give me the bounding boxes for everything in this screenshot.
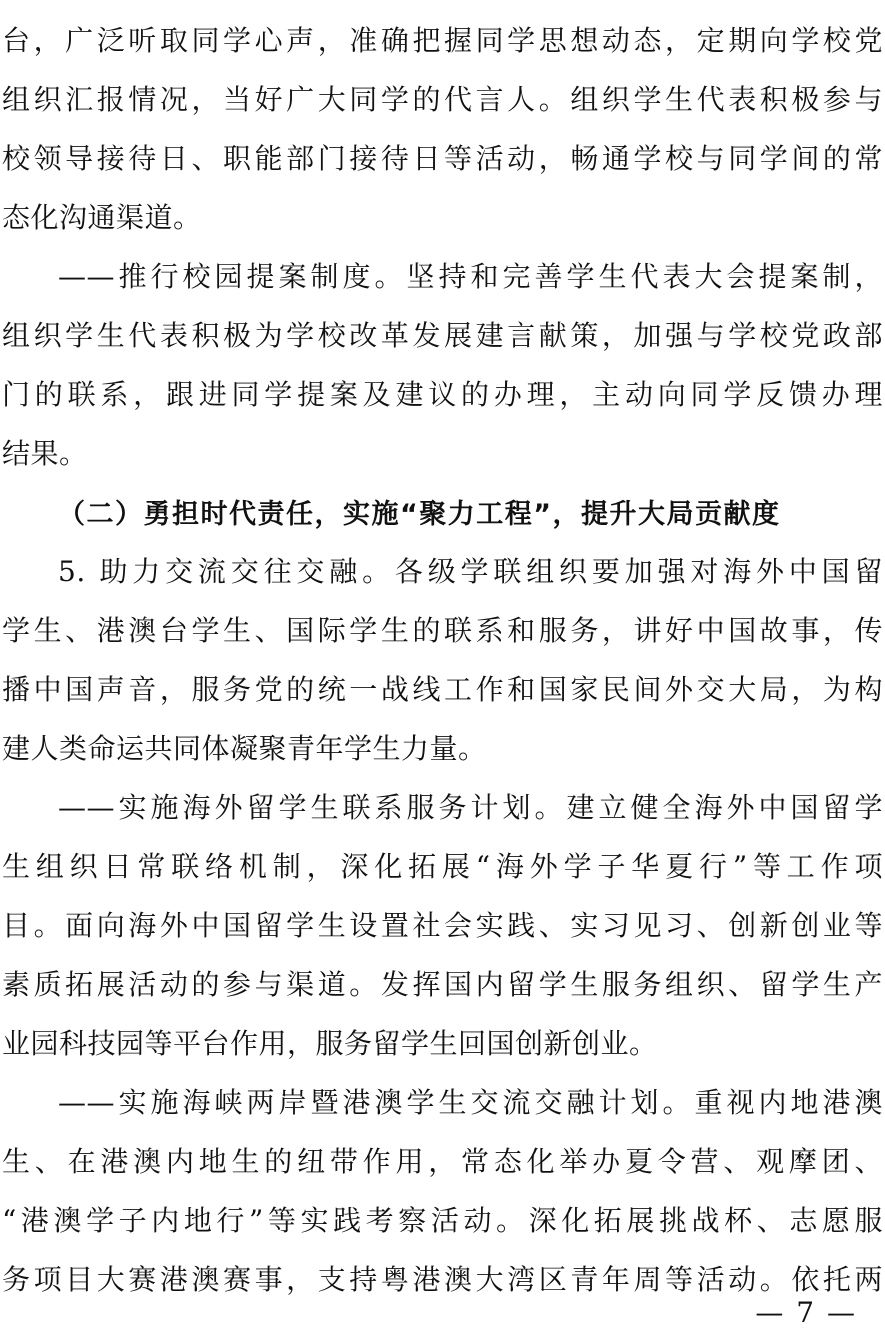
text-line-content: ——实施海峡两岸暨港澳学生交流交融计划。重视内地港澳 xyxy=(58,1086,883,1119)
text-line-content: 生、在港澳内地生的纽带作用，常态化举办夏令营、观摩团、 xyxy=(2,1145,883,1178)
text-line-content: 校领导接待日、职能部门接待日等活动，畅通学校与同学间的常 xyxy=(2,142,883,175)
text-line xyxy=(2,118,883,177)
text-line xyxy=(2,944,883,1003)
text-line-content: 组织学生代表积极为学校改革发展建言献策，加强与学校党政部 xyxy=(2,319,883,352)
text-line-content: 建人类命运共同体凝聚青年学生力量。 xyxy=(2,732,487,765)
page-number: — 7 — xyxy=(755,1296,857,1329)
text-line-content: 门的联系，跟进同学提案及建议的办理，主动向同学反馈办理 xyxy=(2,378,883,411)
text-line xyxy=(2,1180,883,1239)
text-line xyxy=(2,767,883,826)
text-line xyxy=(2,177,883,236)
text-line-content: 台，广泛听取同学心声，准确把握同学思想动态，定期向学校党 xyxy=(2,24,883,57)
text-line-content: 5. 助力交流交往交融。各级学联组织要加强对海外中国留 xyxy=(58,555,883,588)
text-line xyxy=(2,531,883,590)
text-line-content: 业园科技园等平台作用，服务留学生回国创新创业。 xyxy=(2,1027,658,1060)
document-body xyxy=(2,0,883,1298)
text-line-content: 组织汇报情况，当好广大同学的代言人。组织学生代表积极参与 xyxy=(2,83,883,116)
text-line-content: 素质拓展活动的参与渠道。发挥国内留学生服务组织、留学生产 xyxy=(2,968,883,1001)
text-line xyxy=(2,0,883,59)
text-line-content: 播中国声音，服务党的统一战线工作和国家民间外交大局，为构 xyxy=(2,673,883,706)
text-line xyxy=(2,1239,883,1298)
text-line xyxy=(2,354,883,413)
text-line xyxy=(2,885,883,944)
text-line-content: ——实施海外留学生联系服务计划。建立健全海外中国留学 xyxy=(58,791,883,824)
text-line-content: “港澳学子内地行”等实践考察活动。深化拓展挑战杯、志愿服 xyxy=(2,1204,883,1237)
text-line xyxy=(2,1062,883,1121)
text-line xyxy=(2,1121,883,1180)
text-line xyxy=(2,1003,883,1062)
text-line xyxy=(2,413,883,472)
text-line-content: 结果。 xyxy=(2,437,88,470)
text-line xyxy=(2,708,883,767)
text-line-content: ——推行校园提案制度。坚持和完善学生代表大会提案制， xyxy=(58,260,883,293)
text-line xyxy=(2,826,883,885)
text-line xyxy=(2,59,883,118)
text-line-content: 生组织日常联络机制，深化拓展“海外学子华夏行”等工作项 xyxy=(2,850,883,883)
section-heading-text: （二）勇担时代责任，实施“聚力工程”，提升大局贡献度 xyxy=(58,499,781,530)
text-line-content: 学生、港澳台学生、国际学生的联系和服务，讲好中国故事，传 xyxy=(2,614,883,647)
text-line xyxy=(2,649,883,708)
text-line xyxy=(2,236,883,295)
text-line-content: 目。面向海外中国留学生设置社会实践、实习见习、创新创业等 xyxy=(2,909,883,942)
text-line-content: 务项目大赛港澳赛事，支持粤港澳大湾区青年周等活动。依托两 xyxy=(2,1263,883,1296)
text-line xyxy=(2,590,883,649)
section-heading xyxy=(2,472,883,531)
text-line-content: 态化沟通渠道。 xyxy=(2,201,202,234)
text-line xyxy=(2,295,883,354)
